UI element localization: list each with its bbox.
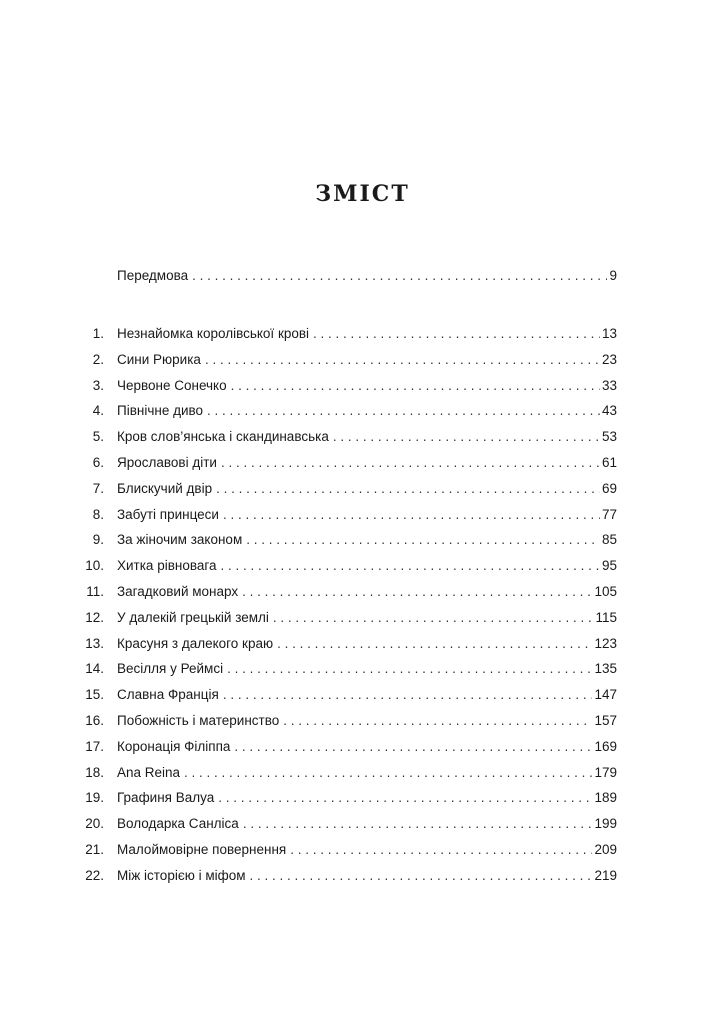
toc-page-number: 105 xyxy=(594,584,617,599)
toc-row xyxy=(0,376,725,396)
toc-page-number: 123 xyxy=(594,635,617,651)
toc-page-number: 169 xyxy=(594,738,617,754)
toc-entry xyxy=(117,530,617,550)
leader-dots xyxy=(223,685,593,705)
toc-row-preface xyxy=(0,266,725,286)
chapter-number: 2. xyxy=(92,351,104,367)
chapter-number: 9. xyxy=(92,532,104,548)
chapter-number: 19. xyxy=(85,790,104,806)
toc-row xyxy=(0,788,725,808)
leader-dots xyxy=(218,788,592,808)
toc-entry xyxy=(117,350,617,370)
toc-entry xyxy=(117,659,617,679)
toc-entry xyxy=(117,582,617,602)
toc-row xyxy=(0,427,725,447)
toc-entry-label: Хитка рівновага xyxy=(117,558,217,574)
toc-row xyxy=(0,634,725,654)
chapter-number: 18. xyxy=(85,764,104,780)
chapter-number: 6. xyxy=(92,455,104,470)
toc-entry xyxy=(117,763,617,783)
toc-row xyxy=(0,840,725,860)
leader-dots xyxy=(290,840,592,860)
leader-dots xyxy=(333,427,600,447)
toc-entry xyxy=(117,685,617,705)
toc-entry xyxy=(117,866,617,886)
toc-page-number: 43 xyxy=(601,403,617,419)
leader-dots xyxy=(205,350,600,370)
toc-entry xyxy=(117,479,617,499)
toc-page-number: 33 xyxy=(601,377,617,393)
toc-entry-label: Коронація Філіппа xyxy=(117,738,231,754)
toc-entry-label: Ana Reina xyxy=(117,764,181,780)
chapter-number: 20. xyxy=(85,816,104,832)
leader-dots xyxy=(283,711,592,731)
chapter-number: 12. xyxy=(85,609,104,625)
toc-row xyxy=(0,866,725,886)
toc-row xyxy=(0,711,725,731)
toc-page-number: 9 xyxy=(609,268,617,283)
toc-entry-label: Славна Франція xyxy=(117,687,219,703)
leader-dots xyxy=(234,737,592,757)
chapter-number: 7. xyxy=(92,480,104,496)
chapter-number: 5. xyxy=(92,429,104,445)
toc-row xyxy=(0,608,725,628)
chapter-number: 10. xyxy=(85,558,104,574)
page-title: ЗМІСТ xyxy=(315,181,410,207)
toc-entry-label: Весілля у Реймсі xyxy=(117,661,224,677)
chapter-number: 4. xyxy=(92,403,104,419)
toc-row xyxy=(0,530,725,550)
toc-row xyxy=(0,737,725,757)
chapter-number: 22. xyxy=(85,867,104,883)
toc-entry xyxy=(117,556,617,576)
toc-entry xyxy=(117,737,617,757)
toc-entry xyxy=(117,814,617,834)
leader-dots xyxy=(216,479,600,499)
toc-page-number: 53 xyxy=(601,429,617,445)
toc-page-number: 135 xyxy=(594,661,617,677)
toc-entry-label: Малоймовірне повернення xyxy=(117,842,287,857)
toc-page-number: 147 xyxy=(594,687,617,703)
toc-page-number: 95 xyxy=(601,558,617,574)
toc-page-number: 61 xyxy=(601,455,617,470)
chapter-number: 1. xyxy=(92,326,104,341)
toc-row xyxy=(0,659,725,679)
chapter-number: 11. xyxy=(86,584,104,599)
chapter-number: 3. xyxy=(92,377,104,393)
toc-row xyxy=(0,324,725,344)
toc-entry-label: Забуті принцеси xyxy=(117,506,219,522)
toc-entry-label: Графиня Валуа xyxy=(117,790,215,806)
toc-entry-label: Червоне Сонечко xyxy=(117,377,227,393)
leader-dots xyxy=(250,866,593,886)
leader-dots xyxy=(246,530,600,550)
chapter-number: 13. xyxy=(85,635,104,651)
toc-row xyxy=(0,453,725,473)
toc-entry xyxy=(117,505,617,525)
leader-dots xyxy=(242,582,592,602)
toc-entry xyxy=(117,427,617,447)
toc-entry xyxy=(117,376,617,396)
toc-page-number: 189 xyxy=(594,790,617,806)
toc-entry-label: У далекій грецькій землі xyxy=(117,609,269,625)
toc-entry-label: Блискучий двір xyxy=(117,480,213,496)
toc-entry-label: За жіночим законом xyxy=(117,532,243,548)
toc-entry xyxy=(117,634,617,654)
toc-row xyxy=(0,685,725,705)
toc-page-number: 179 xyxy=(594,764,617,780)
toc-page-number: 199 xyxy=(594,816,617,832)
toc-row xyxy=(0,556,725,576)
toc-page-number: 85 xyxy=(601,532,617,548)
toc-entry xyxy=(117,401,617,421)
toc-entry xyxy=(117,711,617,731)
toc-entry-label: Сини Рюрика xyxy=(117,351,201,367)
toc-entry-label: Між історією і міфом xyxy=(117,867,246,883)
toc-row xyxy=(0,401,725,421)
toc-page-number: 69 xyxy=(601,480,617,496)
leader-dots xyxy=(243,814,593,834)
leader-dots xyxy=(273,608,594,628)
leader-dots xyxy=(227,659,592,679)
toc-page-number: 115 xyxy=(595,609,617,625)
toc-row xyxy=(0,479,725,499)
toc-page-number: 13 xyxy=(601,326,617,341)
toc-page-number: 23 xyxy=(601,351,617,367)
toc-entry-label: Північне диво xyxy=(117,403,204,419)
toc-row xyxy=(0,582,725,602)
leader-dots xyxy=(221,556,600,576)
chapter-number: 15. xyxy=(85,687,104,703)
toc-row xyxy=(0,814,725,834)
chapter-number: 8. xyxy=(92,506,104,522)
leader-dots xyxy=(207,401,600,421)
chapter-number: 21. xyxy=(85,842,104,857)
toc-entry xyxy=(117,453,617,473)
toc-page-number: 157 xyxy=(594,713,617,728)
leader-dots xyxy=(221,453,600,473)
toc-row xyxy=(0,763,725,783)
leader-dots xyxy=(277,634,592,654)
toc-entry xyxy=(117,324,617,344)
toc-page-number: 219 xyxy=(594,867,617,883)
toc-entry-label: Передмова xyxy=(117,268,189,283)
leader-dots xyxy=(313,324,600,344)
toc-row xyxy=(0,505,725,525)
toc-entry-label: Красуня з далекого краю xyxy=(117,635,274,651)
toc-entry xyxy=(117,266,617,286)
toc-entry-label: Загадковий монарх xyxy=(117,584,239,599)
chapter-number: 17. xyxy=(85,738,104,754)
leader-dots xyxy=(231,376,600,396)
chapter-number: 16. xyxy=(85,713,104,728)
leader-dots xyxy=(184,763,592,783)
toc-page-number: 209 xyxy=(594,842,617,857)
toc-page-number: 77 xyxy=(601,506,617,522)
toc-entry-label: Володарка Санліса xyxy=(117,816,239,832)
toc-row xyxy=(0,350,725,370)
leader-dots xyxy=(223,505,600,525)
toc-entry xyxy=(117,608,617,628)
toc-entry-label: Ярославові діти xyxy=(117,455,217,470)
toc-entry xyxy=(117,840,617,860)
chapter-number: 14. xyxy=(85,661,104,677)
toc-entry-label: Побожність і материнство xyxy=(117,713,280,728)
toc-entry xyxy=(117,788,617,808)
leader-dots xyxy=(192,266,607,286)
toc-entry-label: Кров слов’янська і скандинавська xyxy=(117,429,329,445)
toc-entry-label: Незнайомка королівської крові xyxy=(117,326,310,341)
